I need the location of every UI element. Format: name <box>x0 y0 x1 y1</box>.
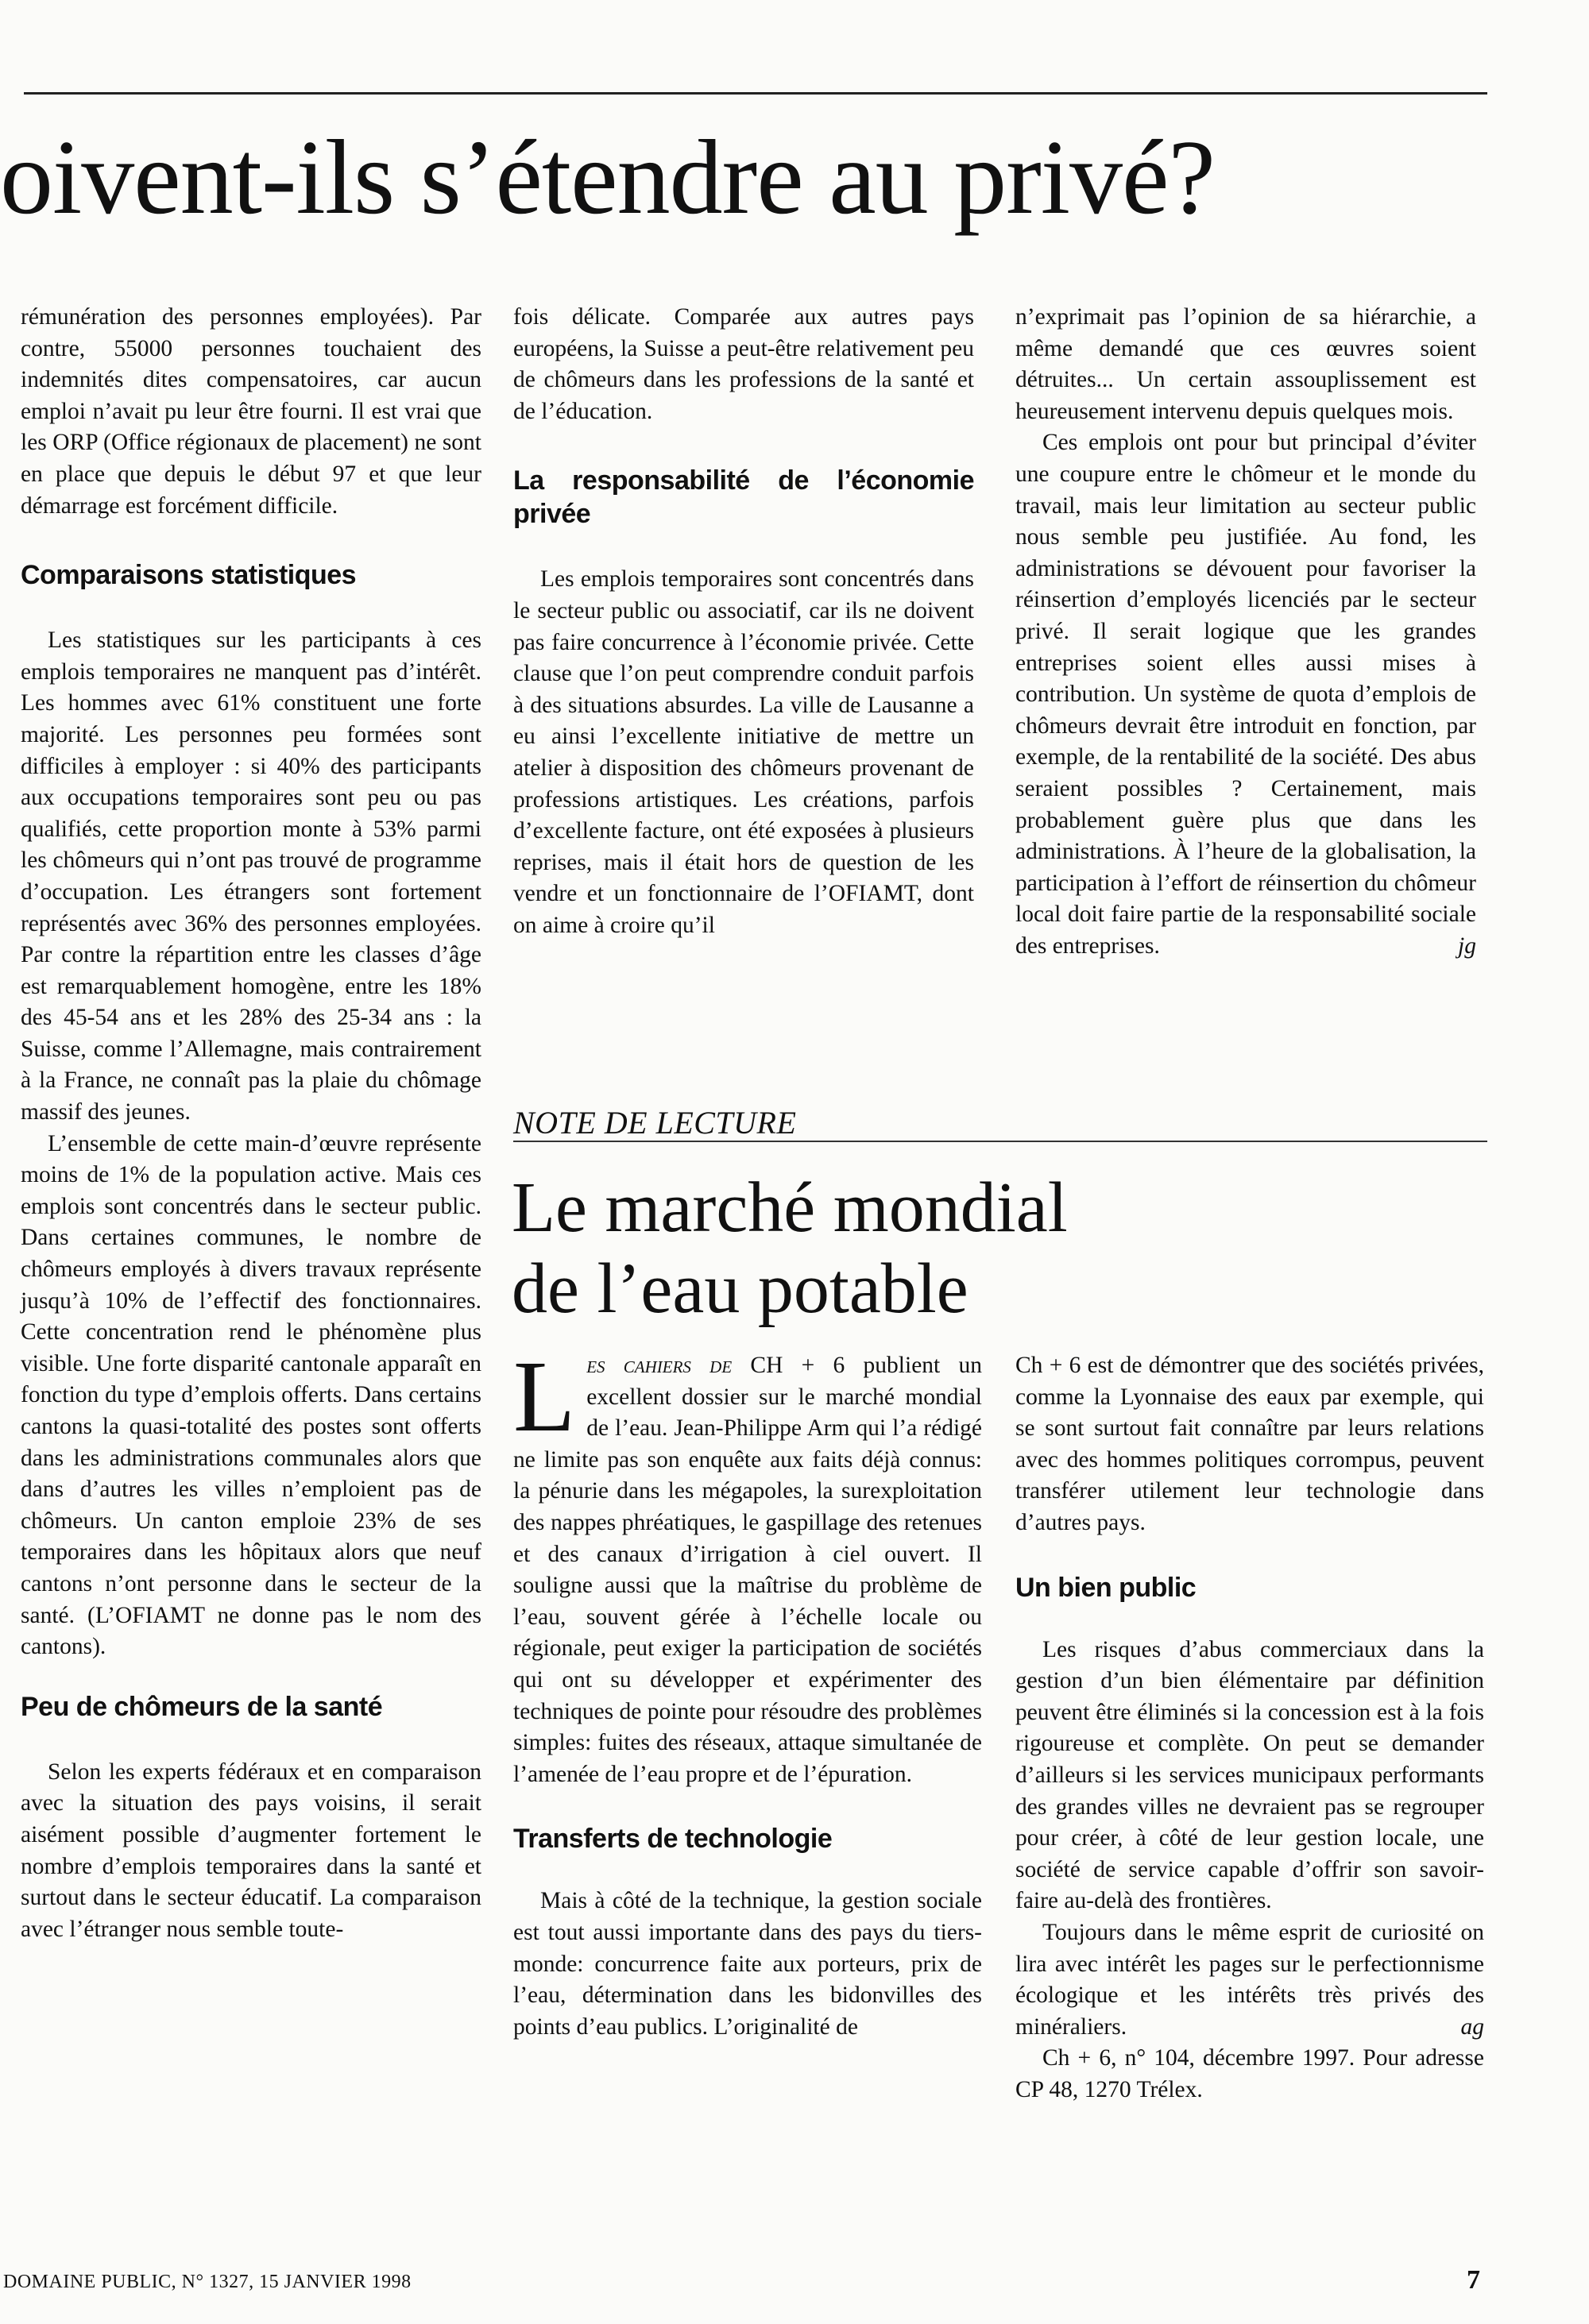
article-title <box>512 1168 1068 1330</box>
section-heading-responsibility: La responsabilité de l’économie privée <box>513 465 974 530</box>
lead-small-caps: es cahiers de <box>586 1353 733 1378</box>
paragraph-text: Ces emplois ont pour but principal d’éviter une coupure entre le chômeur et le monde du travail, mais leur limitation au secteur public nous semble peu justifiée. Au fond, les administrations se dévouent pour favoriser la réinsertion d’employés licenciés par le secteur privé. Il serait logique que les grandes entreprises soient elles aussi mises à contribution. Un système de quota d’emplois de chômeurs devrait être introduit en fonction, par exemple, de la rentabilité de la société. Des abus seraient possibles ? Certainement, mais probablement guère plus que dans les administrations. À l’heure de la globalisation, la participation à l’effort de réinsertion du chômeur local doit faire partie de la responsabilité sociale des entreprises. <box>1015 430 1476 959</box>
paragraph: rémunération des personnes employées). Par contre, 55000 personnes touchaient des indemnités dites compensatoires, car aucun emploi n’avait pu leur être fourni. Il est vrai que les ORP (Office régionaux de placement) ne sont en place que depuis le début 97 et que leur démarrage est forcément difficile. <box>21 304 481 519</box>
paragraph: Mais à côté de la technique, la gestion sociale est tout aussi importante dans des pays du tiers-monde: concurrence faite aux porteurs, prix de l’eau, détermination dans les bidonvilles des points d’eau publics. L’originalité de <box>513 1888 982 2040</box>
paragraph: Les risques d’abus commerciaux dans la gestion d’un bien élémentaire par définition peuvent être éliminés si la concession est à la fois rigoureuse et complète. On peut se demander d’ailleurs si les services municipaux performants des grandes villes ne devraient pas se regrouper pour créer, à côté de leur gestion locale, une société de service capable d’offrir son savoir-faire au-delà des frontières. <box>1015 1636 1484 1914</box>
paragraph: Les statistiques sur les participants à ces emplois temporaires ne manquent pas d’intérêt. Les hommes avec 61% constituent une forte majorité. Les personnes peu formées sont difficiles à employer : si 40% des participants aux occupations temporaires sont peu ou pas qualifiés, cette proportion monte à 53% parmi les chômeurs qui n’ont pas trouvé de programme d’occupation. Les étrangers sont fortement représentés avec 36% des personnes employées. Par contre la répartition entre les classes d’âge est remarquablement homogène, entre les 18% des 45-54 ans et les 28% des 25-34 ans : la Suisse, comme l’Allemagne, mais contrairement à la France, ne connaît pas la plaie du chômage massif des jeunes. <box>21 627 481 1125</box>
section-heading-statistics: Comparaisons statistiques <box>21 560 357 591</box>
paragraph: Les emplois temporaires sont concentrés dans le secteur public ou associatif, car ils ne doivent pas faire concurrence à l’économie privée. Cette clause que l’on peut comprendre conduit parfois à des situations absurdes. La ville de Lausanne a eu ainsi l’excellente initiative de mettre un atelier à disposition des chômeurs provenant de professions artistiques. Les créations, parfois d’excellente facture, ont été exposées à plusieurs reprises, mais il était hors de question de les vendre et un fonctionnaire de l’OFIAMT, dont on aime à croire qu’il <box>513 566 974 938</box>
section-heading-transfers: Transferts de technologie <box>513 1824 833 1855</box>
article2-column-2 <box>1015 1350 1484 2106</box>
article-column-2 <box>513 302 974 942</box>
paragraph-text: CH + 6 publient un excellent dossier sur le marché mondial de l’eau. Jean-Philippe Arm qui l’a rédigé ne limite pas son enquête aux faits déjà connus: la pénurie dans les mégapoles, la surexploitation des nappes phréatiques, le gaspillage des retenues et des canaux d’irrigation à ciel ouvert. Il souligne aussi que la maîtrise du problème de l’eau, souvent gérée à l’échelle locale ou régionale, peut exiger la participation de sociétés qui ont su développer et expérimenter des techniques de pointe pour résoudre des problèmes simples: fuites des réseaux, attaque simultanée de l’amenée de l’eau propre et de l’épuration. <box>513 1353 982 1787</box>
drop-cap: L <box>513 1340 576 1453</box>
author-signature: jg <box>1458 932 1476 959</box>
article-title-line-2: de l’eau potable <box>512 1249 968 1328</box>
article-column-1 <box>21 302 481 1945</box>
paragraph-text: Toujours dans le même esprit de curiosité on lira avec intérêt les pages sur le perfectionnisme écologique et les intérêts très privés des minéraliers. <box>1015 1919 1484 2040</box>
paragraph: n’exprimait pas l’opinion de sa hiérarchie, a même demandé que ces œuvres soient détruites... Un certain assouplissement est heureusement intervenu depuis quelques mois. <box>1015 304 1476 424</box>
section-rule <box>513 1141 1487 1142</box>
section-heading-health: Peu de chômeurs de la santé <box>21 1691 383 1722</box>
author-signature: ag <box>1460 2013 1484 2040</box>
reference-paragraph: Ch + 6, n° 104, décembre 1997. Pour adresse CP 48, 1270 Trélex. <box>1015 2045 1484 2102</box>
paragraph <box>1015 1917 1484 2043</box>
section-heading-public-good: Un bien public <box>1015 1572 1197 1603</box>
article2-column-1 <box>513 1340 982 2043</box>
section-label: NOTE DE LECTURE <box>513 1105 797 1141</box>
paragraph: Ch + 6 est de démontrer que des sociétés privées, comme la Lyonnaise des eaux par exemple, qui se sont surtout fait connaître par leurs relations avec des hommes politiques corrompus, peuvent transférer utilement leur technologie dans d’autres pays. <box>1015 1353 1484 1535</box>
top-rule <box>24 92 1487 95</box>
publication-footer: DOMAINE PUBLIC, N° 1327, 15 JANVIER 1998 <box>3 2272 412 2292</box>
paragraph: Selon les experts fédéraux et en comparaison avec la situation des pays voisins, il serait aisément possible d’augmenter fortement le nombre d’emplois temporaires dans la santé et surtout dans le secteur éducatif. La comparaison avec l’étranger nous semble toute- <box>21 1758 481 1942</box>
paragraph: fois délicate. Comparée aux autres pays européens, la Suisse a peut-être relativement peu de chômeurs dans les professions de la santé et de l’éducation. <box>513 304 974 424</box>
article-title-line-1: Le marché mondial <box>512 1168 1068 1247</box>
paragraph <box>1015 427 1476 962</box>
paragraph: L’ensemble de cette main-d’œuvre représente moins de 1% de la population active. Mais ces emplois sont concentrés dans le secteur public. Dans certaines communes, le nombre de chômeurs employés à divers travaux représente jusqu’à 10% de l’effectif des fonctionnaires. Cette concentration rend le phénomène plus visible. Une forte disparité cantonale apparaît en fonction du type d’emplois offerts. Dans certains cantons la quasi-totalité des postes sont offerts dans les administrations communales alors que dans d’autres les villes n’emploient pas de chômeurs. Un canton emploie 23% de ses temporaires dans les hôpitaux alors que neuf cantons n’ont personne dans le secteur de la santé. (L’OFIAMT ne donne pas le nom des cantons). <box>21 1130 481 1660</box>
lead-paragraph <box>513 1340 982 1790</box>
page-number: 7 <box>1467 2265 1480 2295</box>
page-headline: oivent-ils s’étendre au privé? <box>0 118 1215 236</box>
article-column-3 <box>1015 302 1476 962</box>
